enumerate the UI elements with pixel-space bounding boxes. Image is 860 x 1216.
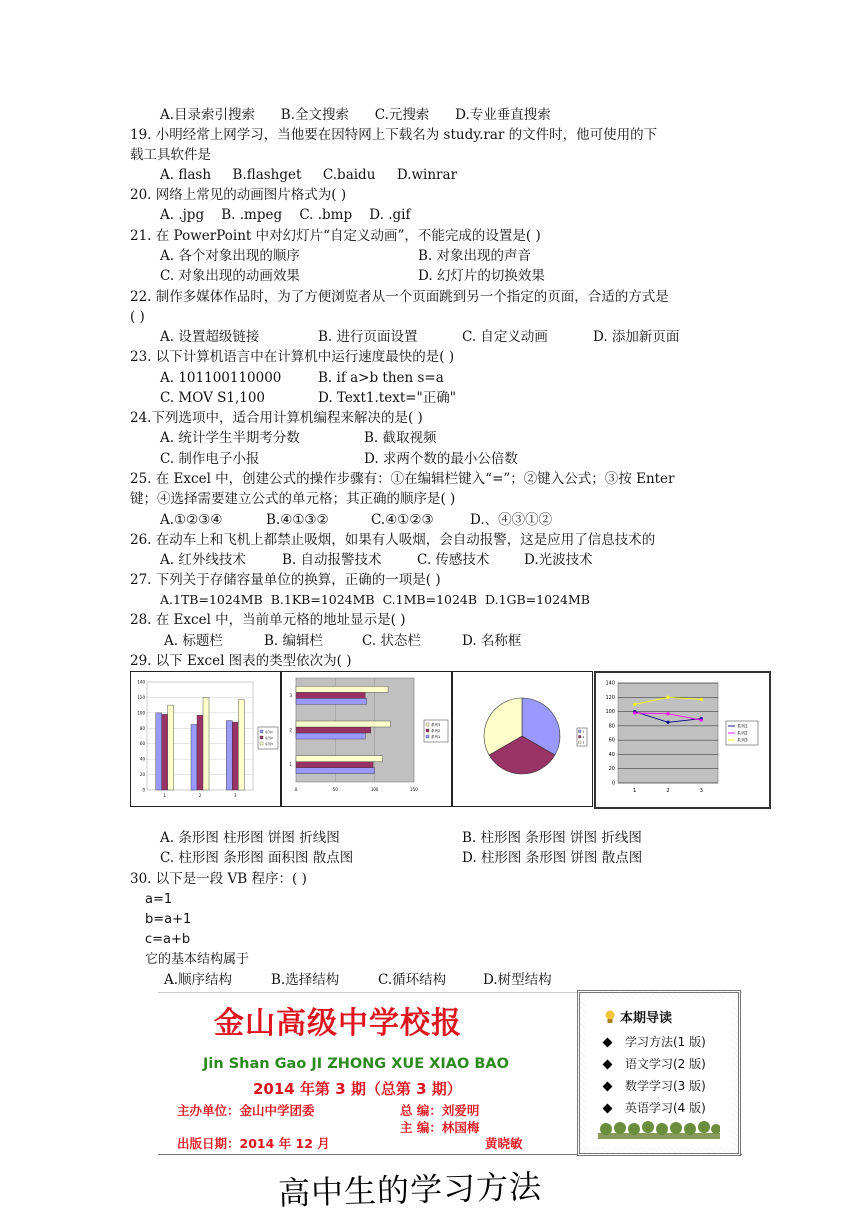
q28-text: 28. 在 Excel 中，当前单元格的地址显示是( ) xyxy=(130,612,406,628)
vb-code-line-2: b=a+1 xyxy=(145,912,192,927)
q20-option-c: C. .bmp xyxy=(299,207,353,223)
bar xyxy=(226,721,232,790)
q19-option-d: D.winrar xyxy=(396,167,458,183)
bar xyxy=(296,733,365,739)
q29-option-b: B. 柱形图 条形图 饼图 折线图 xyxy=(462,830,642,846)
q20-option-d: D. .gif xyxy=(369,207,411,223)
legend-label: 2 xyxy=(582,735,585,739)
vb-code-line-3: c=a+b xyxy=(145,932,191,947)
banner-title: 金山高级中学校报 xyxy=(214,1006,462,1041)
bar xyxy=(162,714,168,790)
bar xyxy=(296,692,365,698)
q27-option-c: C.1MB=1024B xyxy=(382,592,478,607)
q22-line2: ( ) xyxy=(130,309,145,325)
guide-item-2 xyxy=(604,1055,706,1072)
y-tick-label: 100 xyxy=(605,709,615,716)
bar xyxy=(296,768,375,774)
q22-option-a: A. 设置超级链接 xyxy=(160,329,260,345)
bar xyxy=(296,762,373,768)
y-tick-label: 80 xyxy=(608,723,615,730)
y-tick-label: 140 xyxy=(137,679,145,685)
legend-label: 系列3 xyxy=(737,737,748,743)
q25-line2: 键；④选择需要建立公式的单元格；其正确的顺序是( ) xyxy=(130,491,456,507)
legend-label: 1 xyxy=(582,729,585,734)
chart-pie xyxy=(452,671,593,807)
chart-line xyxy=(594,671,771,809)
q18-option-b: B.全文搜索 xyxy=(280,107,350,123)
x-tick-label: 3 xyxy=(699,788,703,794)
guide-box xyxy=(577,990,741,1156)
q24-option-c: C. 制作电子小报 xyxy=(160,451,260,467)
banner-issue: 2014 年第 3 期（总第 3 期） xyxy=(253,1080,462,1098)
q27-options xyxy=(160,590,590,610)
banner-editor2: 黄晓敏 xyxy=(485,1136,523,1151)
guide-title xyxy=(604,1007,672,1026)
banner-pinyin: Jin Shan Gao JI ZHONG XUE XIAO BAO xyxy=(203,1056,509,1072)
guide-item-4 xyxy=(604,1099,706,1116)
q25-option-d: D.、④③①② xyxy=(470,512,553,528)
q18-option-a: A.目录索引搜索 xyxy=(160,107,256,123)
bar xyxy=(238,700,244,790)
q19-option-a: A. flash xyxy=(160,167,212,183)
bar xyxy=(296,721,390,727)
q27-option-b: B.1KB=1024MB xyxy=(270,592,375,607)
q23-option-b: B. if a>b then s=a xyxy=(318,370,444,386)
legend-swatch xyxy=(260,742,263,745)
legend-swatch xyxy=(426,723,429,726)
y-tick-label: 80 xyxy=(139,725,145,731)
q28-option-b: B. 编辑栏 xyxy=(264,633,324,649)
q30-tail: 它的基本结构属于 xyxy=(145,952,250,967)
q21-option-a: A. 各个对象出现的顺序 xyxy=(160,248,300,264)
q18-options xyxy=(160,105,551,125)
y-tick-label: 20 xyxy=(139,772,145,778)
legend-swatch xyxy=(426,735,429,738)
q25-option-b: B.④①③② xyxy=(266,512,329,528)
guide-title-text: 本期导读 xyxy=(620,1011,673,1026)
q22-option-d: D. 添加新页面 xyxy=(593,329,680,345)
q21-option-c: C. 对象出现的动画效果 xyxy=(160,268,300,284)
q26-option-c: C. 传感技术 xyxy=(417,552,490,568)
bar xyxy=(296,727,371,733)
x-tick-label: 0 xyxy=(294,787,298,792)
q19-option-c: C.baidu xyxy=(322,167,376,183)
legend-swatch xyxy=(579,736,582,739)
q26-option-d: D.光波技术 xyxy=(524,552,593,568)
q21-text: 21. 在 PowerPoint 中对幻灯片“自定义动画”，不能完成的设置是( ) xyxy=(130,228,541,244)
y-tick-label: 1 xyxy=(289,762,292,768)
banner-chief-editor: 总 编：刘爱明 xyxy=(400,1103,480,1118)
q25-option-c: C.④①②③ xyxy=(371,512,434,528)
banner-date: 出版日期：2014 年 12 月 xyxy=(177,1136,330,1151)
y-tick-label: 20 xyxy=(608,766,615,773)
q28-option-a: A. 标题栏 xyxy=(164,633,223,649)
y-tick-label: 0 xyxy=(142,787,145,793)
q25-line1: 25. 在 Excel 中，创建公式的操作步骤有：①在编辑栏键入“=”；②键入公式；③按 Enter xyxy=(130,471,675,487)
legend-label: 系列2 xyxy=(431,729,441,733)
q23-option-c: C. MOV S1,100 xyxy=(160,390,266,406)
q19-line2: 载工具软件是 xyxy=(130,147,211,163)
lightbulb-icon xyxy=(604,1010,616,1024)
diamond-bullet-icon xyxy=(603,1104,613,1114)
q26-text: 26. 在动车上和飞机上都禁止吸烟，如果有人吸烟，会自动报警，这是应用了信息技术的 xyxy=(130,532,656,548)
legend-swatch xyxy=(579,741,582,744)
diamond-bullet-icon xyxy=(603,1038,613,1048)
chart-column-svg xyxy=(131,672,280,806)
legend-swatch xyxy=(260,736,263,739)
legend-swatch xyxy=(260,730,263,733)
q20-option-b: B. .mpeg xyxy=(221,207,283,223)
data-point xyxy=(666,696,669,699)
y-tick-label: 40 xyxy=(139,756,145,762)
x-tick-label: 2 xyxy=(198,793,202,798)
y-tick-label: 100 xyxy=(137,710,145,716)
q18-option-c: C.元搜索 xyxy=(374,107,430,123)
q23-text: 23. 以下计算机语言中在计算机中运行速度最快的是( ) xyxy=(130,349,455,365)
legend-label: 系列1 xyxy=(431,735,441,739)
section-heading: 高中生的学习方法 xyxy=(277,1167,543,1213)
legend-swatch xyxy=(579,730,582,733)
guide-item-2-label: 语文学习(2 版) xyxy=(625,1057,706,1071)
q22-line1: 22. 制作多媒体作品时，为了方便浏览者从一个页面跳到另一个指定的页面，合适的方式是 xyxy=(130,289,669,305)
q20-text: 20. 网络上常见的动画图片格式为( ) xyxy=(130,187,347,203)
x-tick-label: 100 xyxy=(370,787,379,792)
q21-option-b: B. 对象出现的声音 xyxy=(418,248,532,264)
trees-decoration-icon xyxy=(598,1121,720,1139)
bar xyxy=(168,705,174,790)
diamond-bullet-icon xyxy=(603,1060,613,1070)
y-tick-label: 3 xyxy=(289,692,292,698)
y-tick-label: 140 xyxy=(605,680,615,687)
x-tick-label: 50 xyxy=(332,787,338,792)
y-tick-label: 60 xyxy=(139,741,145,747)
q19-option-b: B.flashget xyxy=(232,167,302,183)
q30-option-c: C.循环结构 xyxy=(378,972,447,988)
legend-label: 3 xyxy=(582,740,585,745)
data-point xyxy=(700,719,703,722)
data-point xyxy=(700,698,703,701)
q29-option-c: C. 柱形图 条形图 面积图 散点图 xyxy=(160,850,354,866)
q28-option-d: D. 名称框 xyxy=(462,633,522,649)
q30-text: 30. 以下是一段 VB 程序：( ) xyxy=(130,871,307,887)
q27-option-d: D.1GB=1024MB xyxy=(485,592,590,607)
chart-bar-svg xyxy=(282,672,451,806)
legend-label: 系列2 xyxy=(265,736,273,740)
q28-option-c: C. 状态栏 xyxy=(362,633,421,649)
q29-option-d: D. 柱形图 条形图 饼图 散点图 xyxy=(462,850,643,866)
y-tick-label: 40 xyxy=(608,751,615,758)
bar xyxy=(296,686,388,692)
guide-item-3-label: 数学学习(3 版) xyxy=(625,1079,706,1093)
q30-option-d: D.树型结构 xyxy=(483,972,552,988)
bar xyxy=(156,713,162,790)
q23-option-a: A. 101100110000 xyxy=(160,370,282,386)
bar xyxy=(191,724,197,790)
guide-item-3 xyxy=(604,1077,706,1094)
q20-options xyxy=(160,205,410,225)
chart-pie-svg xyxy=(453,672,592,806)
bar xyxy=(296,698,367,704)
legend-label: 系列3 xyxy=(431,723,441,727)
bar xyxy=(197,715,203,790)
legend-label: 系列3 xyxy=(265,742,273,746)
legend-label: 系列2 xyxy=(737,730,748,736)
q30-option-b: B.选择结构 xyxy=(271,972,340,988)
q18-option-d: D.专业垂直搜索 xyxy=(455,107,551,123)
x-tick-label: 2 xyxy=(666,788,670,794)
q24-text: 24.下列选项中，适合用计算机编程来解决的是( ) xyxy=(130,410,423,426)
legend-label: 系列1 xyxy=(265,730,273,734)
q27-option-a: A.1TB=1024MB xyxy=(160,592,263,607)
banner-editor: 主 编：林国梅 xyxy=(400,1120,480,1135)
bar xyxy=(203,697,209,790)
data-point xyxy=(666,721,669,724)
bar xyxy=(296,756,383,762)
q21-option-d: D. 幻灯片的切换效果 xyxy=(418,268,545,284)
legend-swatch xyxy=(426,729,429,732)
q19-options xyxy=(160,165,457,185)
x-tick-label: 150 xyxy=(410,787,418,792)
q24-option-b: B. 截取视频 xyxy=(364,430,437,446)
x-tick-label: 3 xyxy=(234,793,237,798)
x-tick-label: 1 xyxy=(633,788,637,794)
banner-host: 主办单位：金山中学团委 xyxy=(177,1103,315,1118)
q30-option-a: A.顺序结构 xyxy=(164,972,233,988)
q25-option-a: A.①②③④ xyxy=(160,512,223,528)
y-tick-label: 0 xyxy=(611,780,615,787)
q24-option-d: D. 求两个数的最小公倍数 xyxy=(364,451,518,467)
data-point xyxy=(633,703,636,706)
q20-option-a: A. .jpg xyxy=(160,207,205,223)
data-point xyxy=(633,711,636,714)
diamond-bullet-icon xyxy=(603,1082,613,1092)
chart-column xyxy=(130,671,281,807)
q26-option-a: A. 红外线技术 xyxy=(160,552,246,568)
data-point xyxy=(666,712,669,715)
q26-option-b: B. 自动报警技术 xyxy=(282,552,382,568)
guide-item-1-label: 学习方法(1 版) xyxy=(625,1035,706,1049)
q27-text: 27. 下列关于存储容量单位的换算，正确的一项是( ) xyxy=(130,572,441,588)
vb-code-line-1: a=1 xyxy=(145,892,173,907)
q22-option-b: B. 进行页面设置 xyxy=(318,329,418,345)
q19-line1: 19. 小明经常上网学习，当他要在因特网上下载名为 study.rar 的文件时，他可使用的下 xyxy=(130,127,658,143)
y-tick-label: 2 xyxy=(289,727,292,733)
legend-label: 系列1 xyxy=(737,723,748,729)
x-tick-label: 1 xyxy=(163,793,166,798)
q29-text: 29. 以下 Excel 图表的类型依次为( ) xyxy=(130,653,352,669)
guide-item-4-label: 英语学习(4 版) xyxy=(625,1101,706,1115)
y-tick-label: 120 xyxy=(605,694,615,701)
bar xyxy=(232,722,238,790)
q23-option-d: D. Text1.text="正确" xyxy=(318,390,456,406)
y-tick-label: 120 xyxy=(137,694,145,700)
q24-option-a: A. 统计学生半期考分数 xyxy=(160,430,300,446)
chart-bar xyxy=(281,671,452,807)
q29-option-a: A. 条形图 柱形图 饼图 折线图 xyxy=(160,830,340,846)
guide-item-1 xyxy=(604,1033,706,1050)
chart-line-svg xyxy=(596,673,767,805)
y-tick-label: 60 xyxy=(608,737,615,744)
q22-option-c: C. 自定义动画 xyxy=(462,329,548,345)
